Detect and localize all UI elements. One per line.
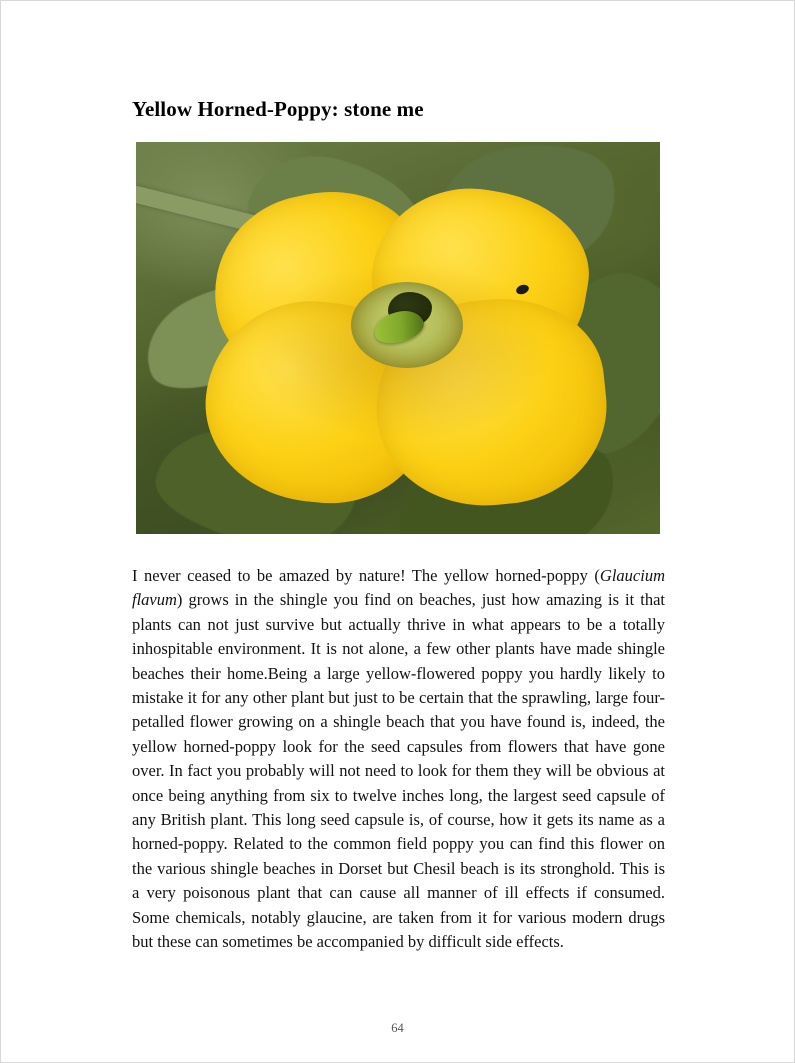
body-text-part-1: I never ceased to be amazed by nature! The yellow horned-poppy ( bbox=[132, 566, 600, 585]
page-content bbox=[132, 97, 665, 955]
page-number: 64 bbox=[391, 1021, 404, 1035]
article-body bbox=[132, 564, 665, 955]
flower-photograph bbox=[136, 142, 660, 534]
species-name: Glaucium flavum bbox=[132, 566, 665, 610]
page-title: Yellow Horned-Poppy: stone me bbox=[132, 97, 424, 121]
body-text-part-2: ) grows in the shingle you find on beaches, just how amazing is it that plants can not just survive but actually thrive in what appears to be a totally inhospitable environment. It is not alone, a few other plants have made shingle beaches their home.Being a large yellow-flowered poppy you hardly likely to mistake it for any other plant but just to be certain that the sprawling, large four-petalled flower growing on a shingle beach that you have found is, indeed, the yellow horned-poppy look for the seed capsules from flowers that have gone over. In fact you probably will not need to look for them they will be obvious at once being anything from six to twelve inches long, the largest seed capsule of any British plant. This long seed capsule is, of course, how it gets its name as a horned-poppy. Related to the common field poppy you can find this flower on the various shingle beaches in Dorset but Chesil beach is its stronghold. This is a very poisonous plant that can cause all manner of ill effects if consumed. Some chemicals, notably glaucine, are taken from it for various modern drugs but these can sometimes be accompanied by difficult side effects. bbox=[132, 590, 665, 952]
